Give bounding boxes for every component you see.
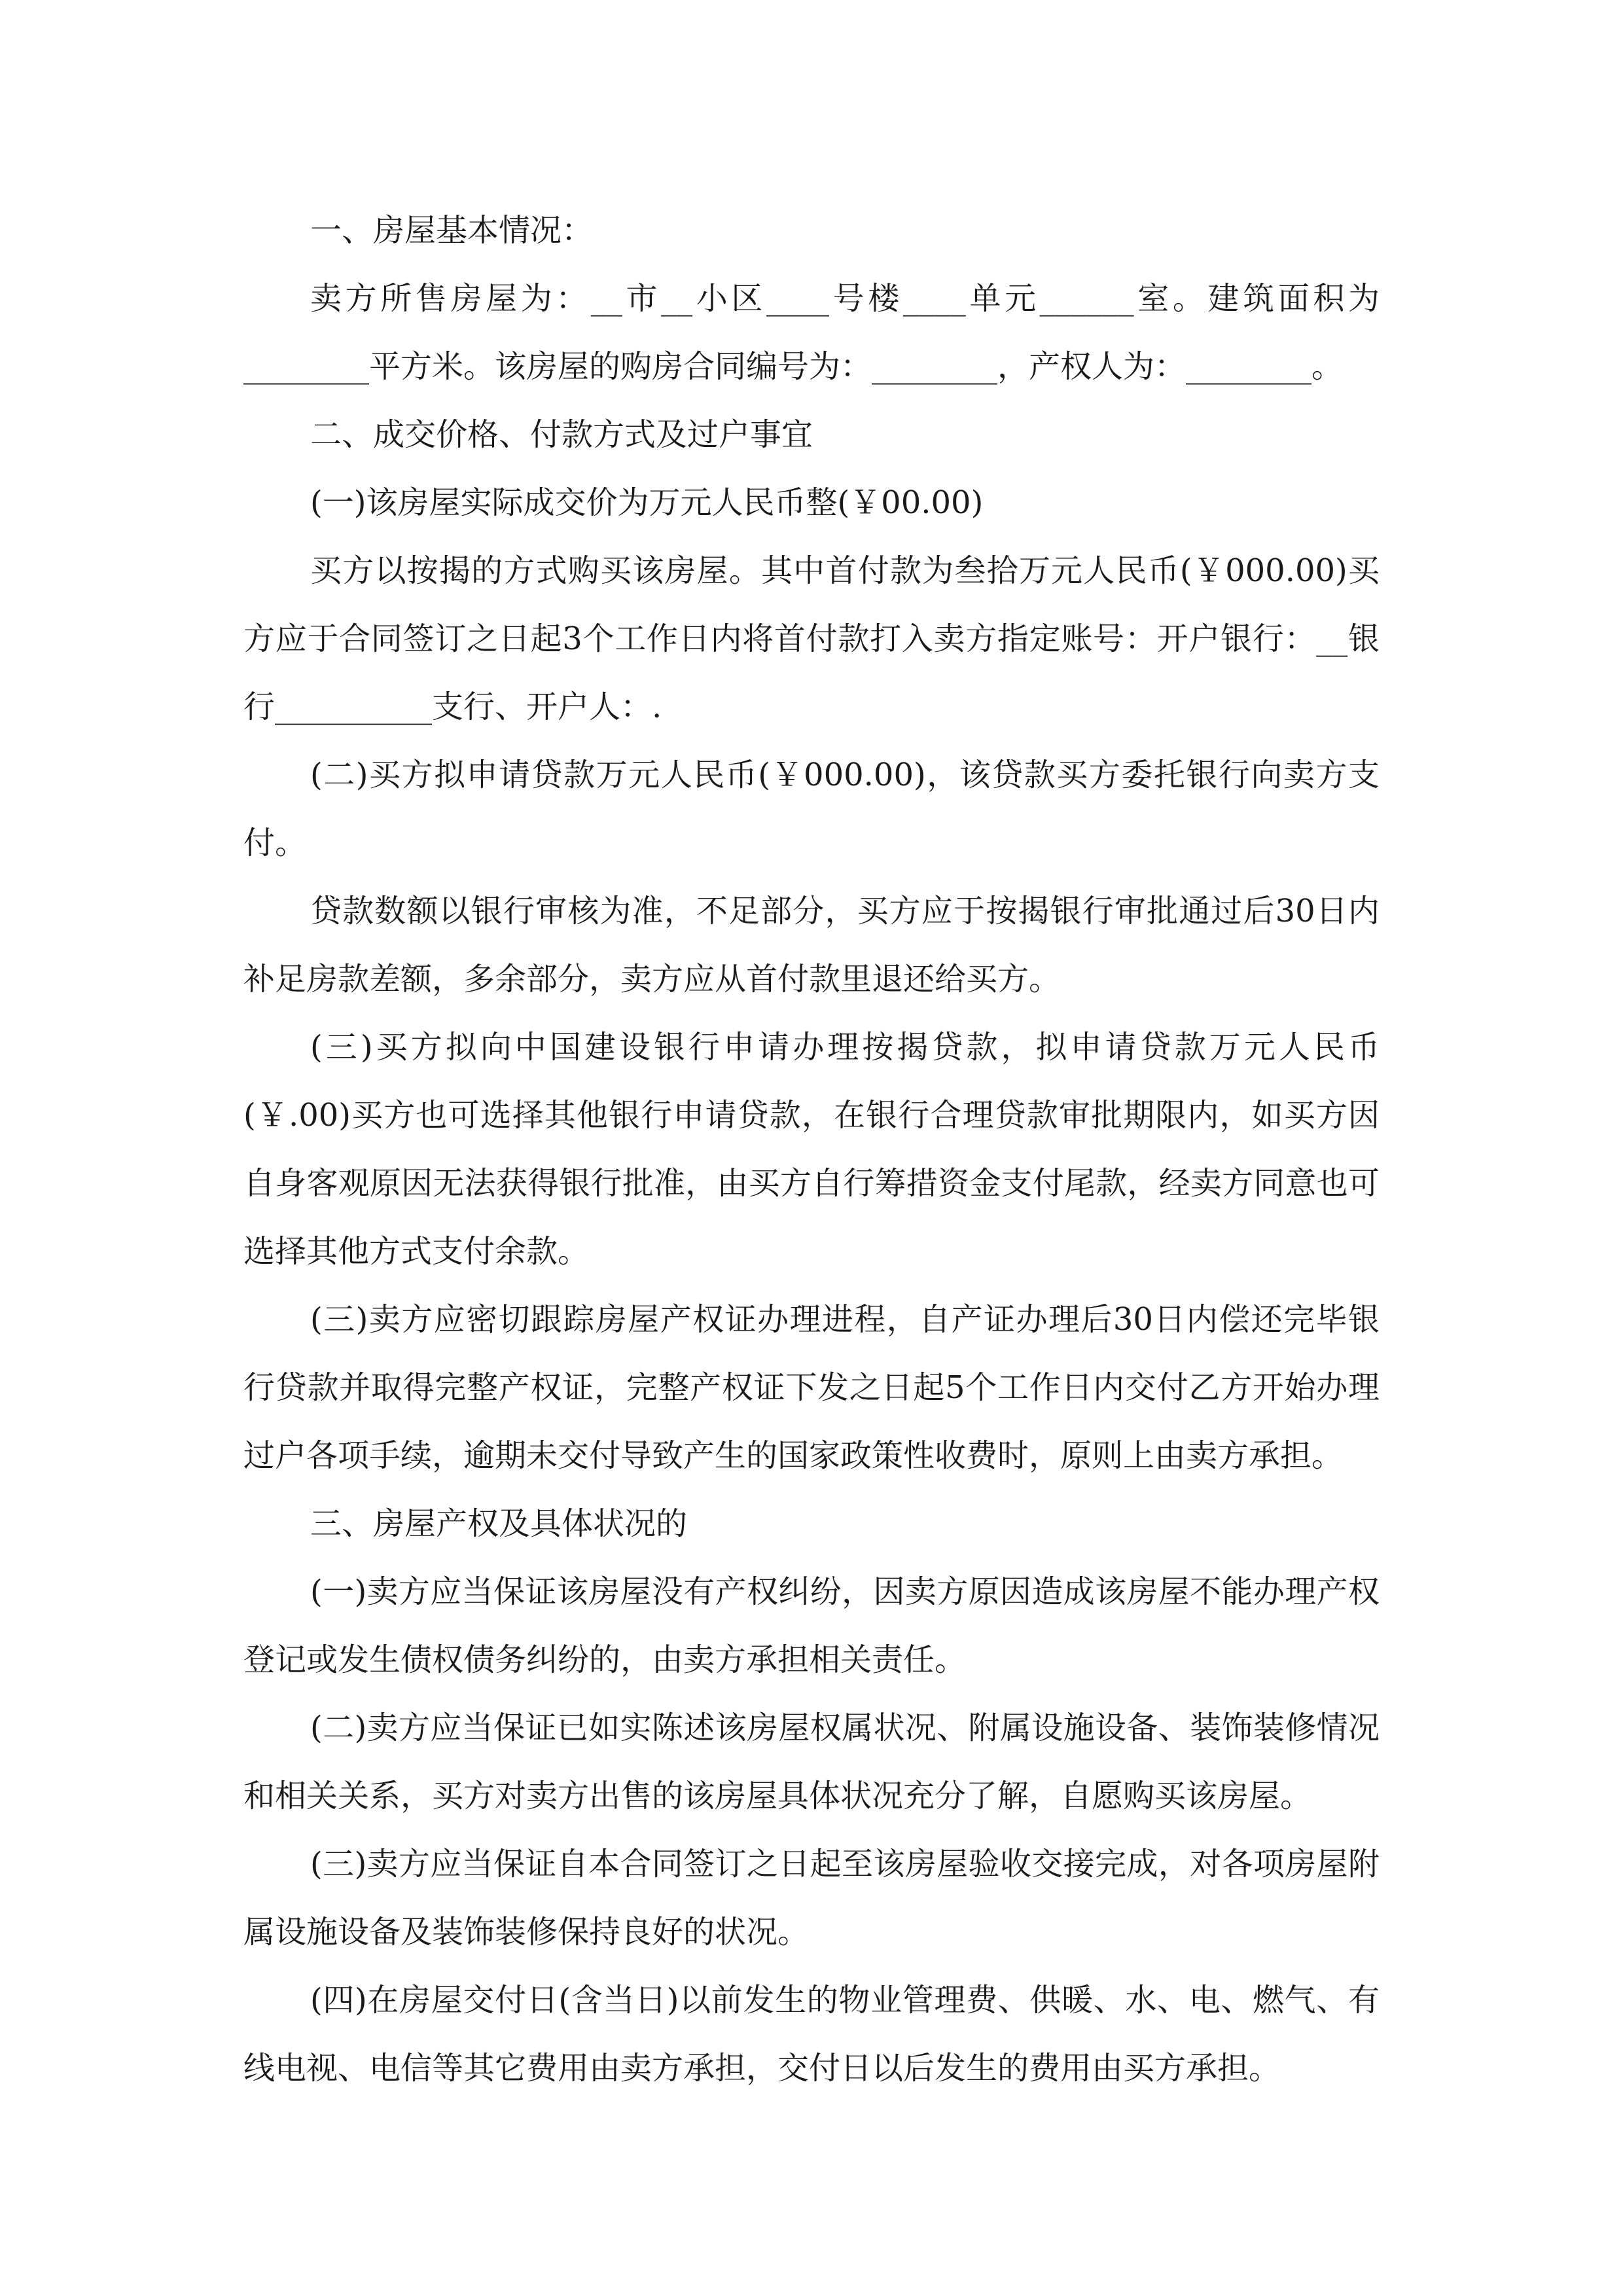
- clause-3-2: (二)卖方应当保证已如实陈述该房屋权属状况、附属设施设备、装饰装修情况和相关关系，买方对卖方出售的该房屋具体状况充分了解，自愿购买该房屋。: [243, 1710, 1380, 1814]
- loan-amount-paragraph: 贷款数额以银行审核为准，不足部分，买方应于按揭银行审批通过后30日内补足房款差额，多余部分，卖方应从首付款里退还给买方。: [243, 893, 1380, 997]
- section-heading-1: 一、房屋基本情况：: [310, 212, 594, 249]
- clause-2-3-mortgage: (三)买方拟向中国建设银行申请办理按揭贷款，拟申请贷款万元人民币(￥.00)买方也可选择其他银行申请贷款，在银行合理贷款审批期限内，如买方因自身客观原因无法获得银行批准，由买方自行筹措资金支付尾款，经卖方同意也可选择其他方式支付余款。: [243, 1029, 1380, 1270]
- clause-2-1: (一)该房屋实际成交价为万元人民币整(￥00.00): [310, 484, 984, 521]
- section-heading-3: 三、房屋产权及具体状况的: [310, 1505, 688, 1542]
- section-heading-2: 二、成交价格、付款方式及过户事宜: [310, 416, 813, 453]
- clause-3-3: (三)卖方应当保证自本合同签订之日起至该房屋验收交接完成，对各项房屋附属设施设备及装饰装修保持良好的状况。: [243, 1846, 1380, 1950]
- down-payment-paragraph: 买方以按揭的方式购买该房屋。其中首付款为叁拾万元人民币(￥000.00)买方应于合同签订之日起3个工作日内将首付款打入卖方指定账号：开户银行：__银行__________支行、开户人：.: [243, 552, 1380, 725]
- clause-3-4: (四)在房屋交付日(含当日)以前发生的物业管理费、供暖、水、电、燃气、有线电视、电信等其它费用由卖方承担，交付日以后发生的费用由买方承担。: [243, 1982, 1380, 2087]
- clause-3-1: (一)卖方应当保证该房屋没有产权纠纷，因卖方原因造成该房屋不能办理产权登记或发生债权债务纠纷的，由卖方承担相关责任。: [243, 1573, 1380, 1678]
- clause-2-2: (二)买方拟申请贷款万元人民币(￥000.00)，该贷款买方委托银行向卖方支付。: [243, 757, 1380, 861]
- document-page: [243, 196, 1380, 2102]
- clause-2-3-title-certificate: (三)卖方应密切跟踪房屋产权证办理进程，自产证办理后30日内偿还完毕银行贷款并取得完整产权证，完整产权证下发之日起5个工作日内交付乙方开始办理过户各项手续，逾期未交付导致产生的国家政策性收费时，原则上由卖方承担。: [243, 1301, 1380, 1474]
- house-basic-info-paragraph: 卖方所售房屋为：__市__小区____号楼____单元______室。建筑面积为________平方米。该房屋的购房合同编号为：________，产权人为：________。: [243, 280, 1380, 385]
